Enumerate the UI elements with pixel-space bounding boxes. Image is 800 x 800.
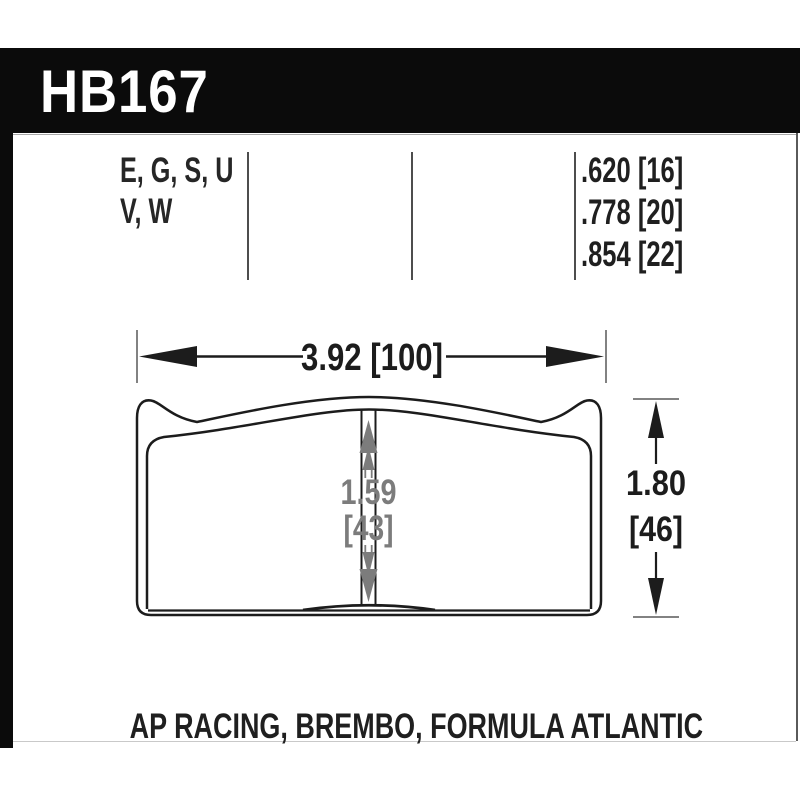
caliper-applications: AP RACING, BREMBO, FORMULA ATLANTIC (129, 707, 703, 746)
center-height-inches-label: 1.59 (340, 473, 397, 512)
pad-bottom-center-arc (303, 605, 435, 610)
width-arrowhead-left-icon (139, 346, 197, 367)
center-height-mm-label: [43] (343, 509, 394, 548)
compound-codes-line1: E, G, S, U (120, 151, 234, 190)
overall-height-dimension (626, 399, 686, 617)
applications-row (32, 707, 800, 747)
overall-height-inches-label: 1.80 (626, 464, 686, 503)
overall-height-mm-label: [46] (629, 510, 683, 549)
center-height-dimension (341, 420, 397, 602)
pad-thickness-option: .620 [16] (581, 151, 684, 190)
compound-codes-line2: V, W (120, 192, 173, 231)
height-up-arrowhead-icon (648, 401, 664, 438)
part-number: HB167 (40, 58, 209, 125)
pad-thickness-option: .854 [22] (581, 235, 684, 274)
width-dimension-label: 3.92 [100] (301, 337, 443, 379)
pad-thickness-option: .778 [20] (581, 193, 684, 232)
width-dimension (137, 330, 606, 383)
height-down-arrowhead-icon (648, 578, 664, 615)
width-arrowhead-right-icon (546, 346, 604, 367)
